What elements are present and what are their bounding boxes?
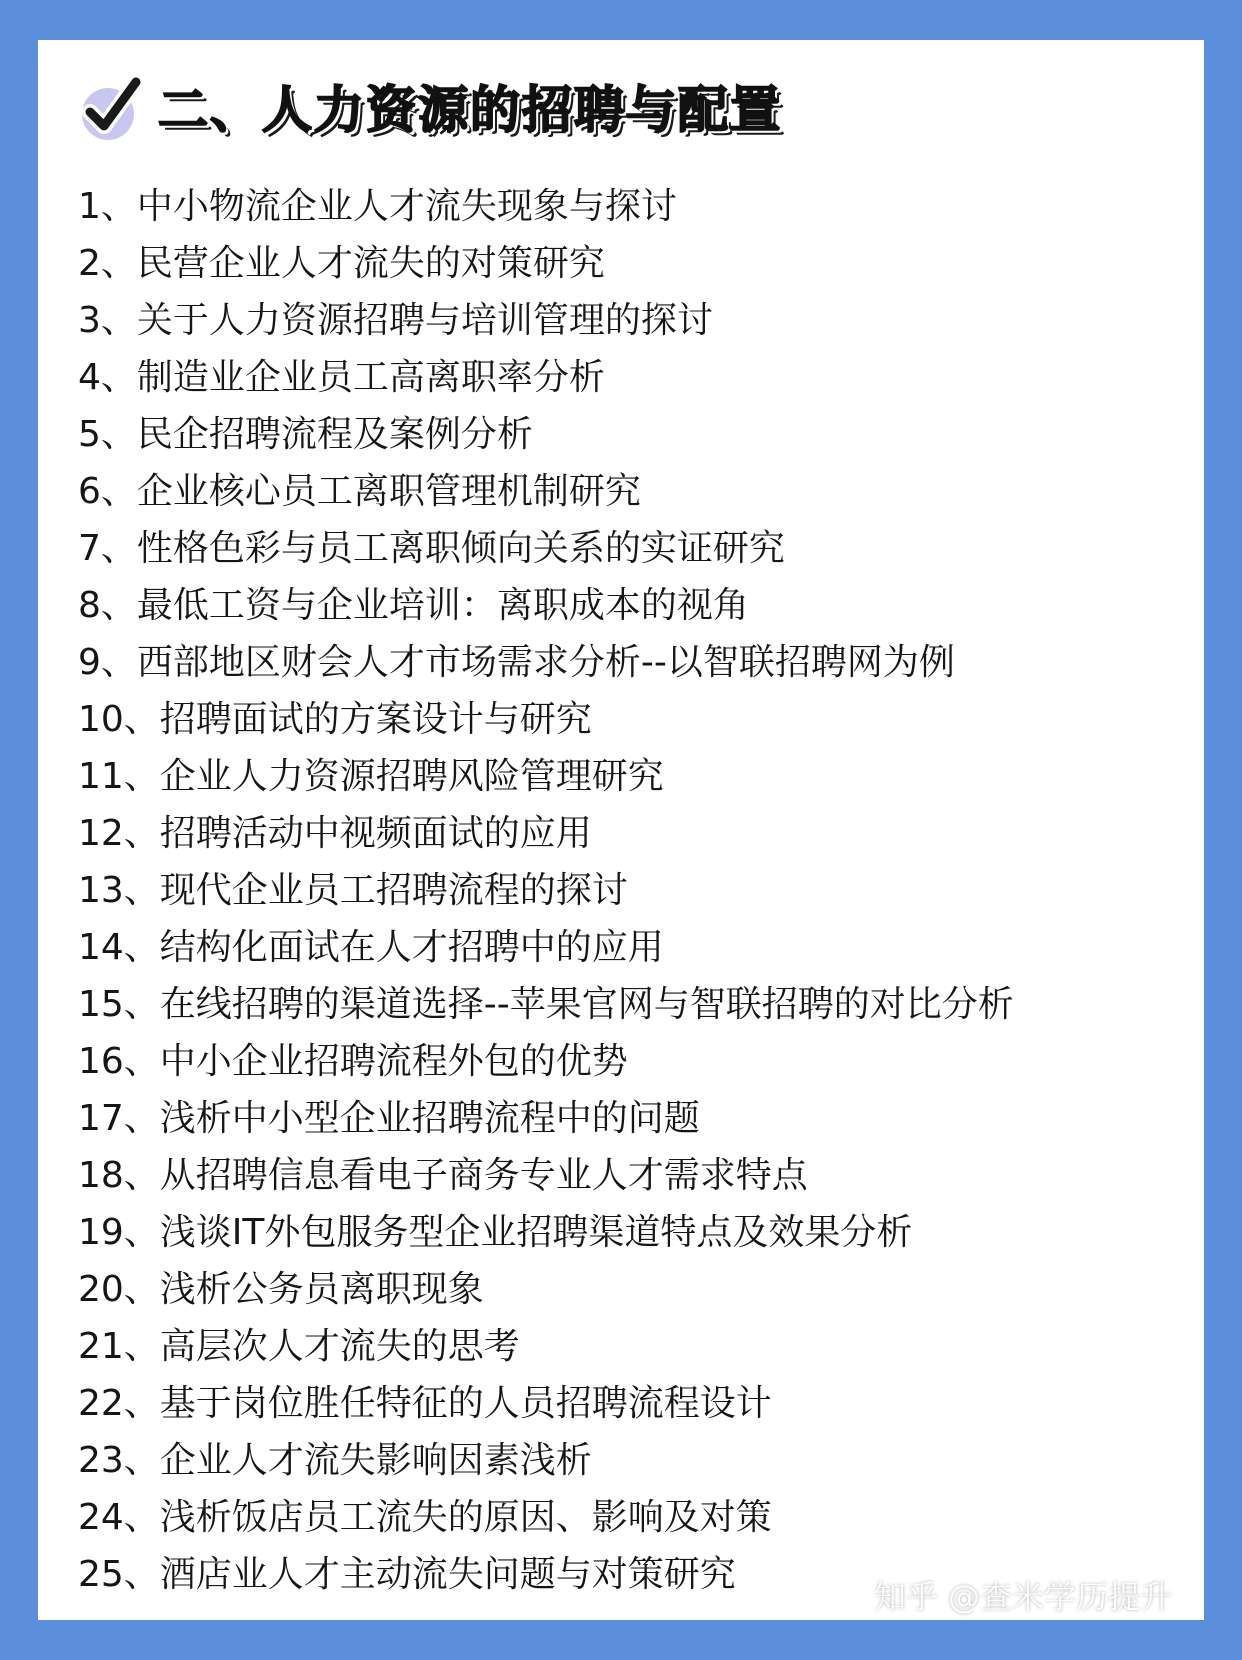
section-heading xyxy=(78,70,782,150)
list-item: 1、中小物流企业人才流失现象与探讨 xyxy=(78,186,677,227)
list-item: 12、招聘活动中视频面试的应用 xyxy=(78,813,592,854)
list-item: 8、最低工资与企业培训：离职成本的视角 xyxy=(78,585,749,626)
list-item: 15、在线招聘的渠道选择--苹果官网与智联招聘的对比分析 xyxy=(78,984,1014,1025)
list-item: 19、浅谈IT外包服务型企业招聘渠道特点及效果分析 xyxy=(78,1212,913,1253)
list-item: 7、性格色彩与员工离职倾向关系的实证研究 xyxy=(78,528,785,569)
list-item: 18、从招聘信息看电子商务专业人才需求特点 xyxy=(78,1155,808,1196)
list-item: 4、制造业企业员工高离职率分析 xyxy=(78,357,605,398)
watermark: 知乎 @查米学历提升 xyxy=(873,1578,1172,1616)
list-item: 14、结构化面试在人才招聘中的应用 xyxy=(78,927,664,968)
list-item: 5、民企招聘流程及案例分析 xyxy=(78,414,533,455)
check-icon xyxy=(78,76,146,144)
list-item: 13、现代企业员工招聘流程的探讨 xyxy=(78,870,628,911)
list-item: 24、浅析饭店员工流失的原因、影响及对策 xyxy=(78,1497,772,1538)
list-item: 2、民营企业人才流失的对策研究 xyxy=(78,243,605,284)
list-item: 9、西部地区财会人才市场需求分析--以智联招聘网为例 xyxy=(78,642,955,683)
list-item: 22、基于岗位胜任特征的人员招聘流程设计 xyxy=(78,1383,772,1424)
list-item: 16、中小企业招聘流程外包的优势 xyxy=(78,1041,628,1082)
list-item: 20、浅析公务员离职现象 xyxy=(78,1269,484,1310)
list-item: 17、浅析中小型企业招聘流程中的问题 xyxy=(78,1098,700,1139)
list-item: 25、酒店业人才主动流失问题与对策研究 xyxy=(78,1554,736,1595)
list-item: 11、企业人力资源招聘风险管理研究 xyxy=(78,756,664,797)
list-item: 6、企业核心员工离职管理机制研究 xyxy=(78,471,641,512)
list-item: 23、企业人才流失影响因素浅析 xyxy=(78,1440,592,1481)
list-item: 3、关于人力资源招聘与培训管理的探讨 xyxy=(78,300,713,341)
list-item: 10、招聘面试的方案设计与研究 xyxy=(78,699,592,740)
section-title: 二、人力资源的招聘与配置 xyxy=(158,81,782,139)
topic-list xyxy=(78,178,1014,1603)
list-item: 21、高层次人才流失的思考 xyxy=(78,1326,520,1367)
content-card xyxy=(38,40,1204,1620)
